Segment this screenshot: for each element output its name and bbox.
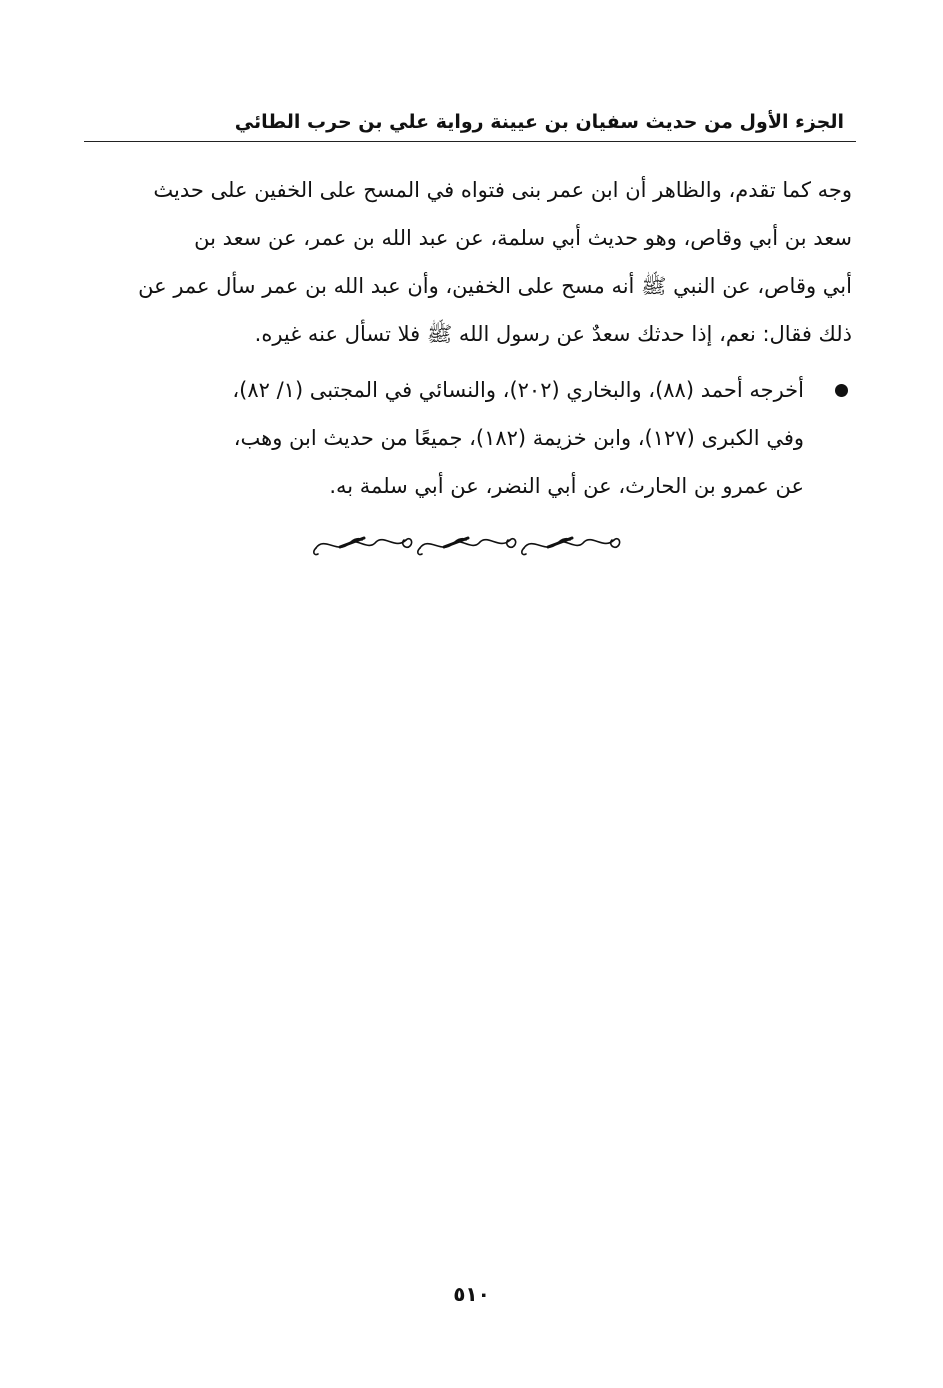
paragraph-line: سعد بن أبي وقاص، وهو حديث أبي سلمة، عن عبد الله بن عمر، عن سعد بن	[194, 226, 852, 250]
page-number: ٥١٠	[453, 1282, 490, 1306]
header-rule	[84, 141, 856, 142]
footnote-block	[84, 366, 804, 510]
footnote-line: وفي الكبرى (١٢٧)، وابن خزيمة (١٨٢)، جميعًا من حديث ابن وهب،	[233, 426, 804, 450]
floral-divider-icon	[310, 526, 622, 560]
paragraph-line: ذلك فقال: نعم، إذا حدثك سعدٌ عن رسول الله ﷺ فلا تسأل عنه غيره.	[254, 322, 852, 346]
main-paragraph	[84, 166, 852, 358]
paragraph-line: أبي وقاص، عن النبي ﷺ أنه مسح على الخفين، وأن عبد الله بن عمر سأل عمر عن	[138, 274, 852, 298]
footnote-line: أخرجه أحمد (٨٨)، والبخاري (٢٠٢)، والنسائي في المجتبى (١/ ٨٢)،	[232, 378, 804, 402]
running-header: الجزء الأول من حديث سفيان بن عيينة رواية علي بن حرب الطائي	[234, 111, 844, 133]
footnote-line: عن عمرو بن الحارث، عن أبي النضر، عن أبي سلمة به.	[329, 474, 804, 498]
bullet-icon	[835, 384, 848, 397]
paragraph-line: وجه كما تقدم، والظاهر أن ابن عمر بنى فتواه في المسح على الخفين على حديث	[153, 178, 852, 202]
